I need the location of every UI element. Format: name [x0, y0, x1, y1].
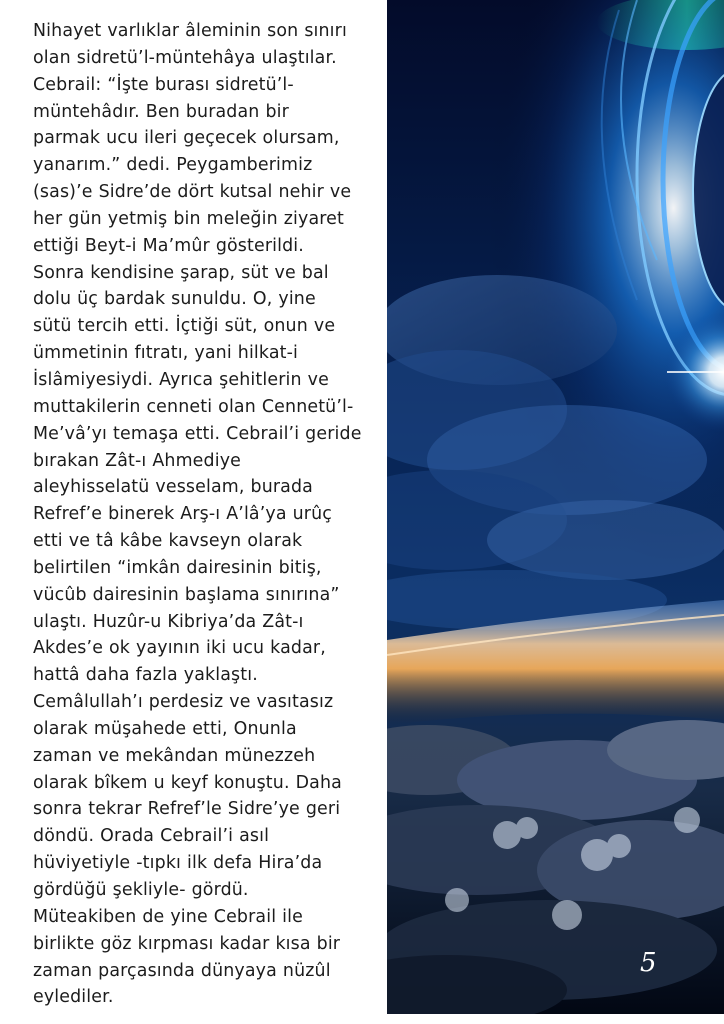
text-line: hüviyetiyle -tıpkı ilk defa Hira’da — [33, 853, 323, 874]
text-line: etti ve tâ kâbe kavseyn olarak — [33, 531, 303, 552]
text-line: dolu üç bardak sunuldu. O, yine — [33, 289, 316, 310]
text-line: İslâmiyesiydi. Ayrıca şehitlerin ve — [33, 369, 329, 390]
text-line: belirtilen “imkân dairesinin bitiş, — [33, 557, 322, 578]
text-column — [33, 18, 378, 1011]
text-line: birlikte göz kırpması kadar kısa bir — [33, 933, 341, 954]
text-line: ümmetinin fıtratı, yani hilkat-i — [33, 343, 299, 364]
text-line: (sas)’e Sidre’de dört kutsal nehir ve — [33, 182, 352, 203]
text-line: Sonra kendisine şarap, süt ve bal — [33, 262, 329, 283]
text-line: muttakilerin cenneti olan Cennetü’l- — [33, 396, 354, 417]
text-line: her gün yetmiş bin meleğin ziyaret — [33, 208, 344, 229]
text-line: aleyhisselatü vesselam, burada — [33, 477, 313, 498]
text-line: sütü tercih etti. İçtiği süt, onun ve — [33, 316, 336, 337]
text-line: Müteakiben de yine Cebrail ile — [33, 906, 303, 927]
text-line: ulaştı. Huzûr-u Kibriya’da Zât-ı — [33, 611, 304, 632]
page-number: 5 — [640, 948, 657, 978]
text-line: eylediler. — [33, 987, 114, 1008]
text-line: Cemâlullah’ı perdesiz ve vasıtasız — [33, 692, 334, 713]
text-line: zaman ve mekândan münezzeh — [33, 745, 316, 766]
text-line: müntehâdır. Ben buradan bir — [33, 101, 289, 122]
text-line: ettiği Beyt-i Ma’mûr gösterildi. — [33, 235, 304, 256]
text-line: Refref’e binerek Arş-ı A’lâ’ya urûç — [33, 504, 332, 525]
text-line: olarak bîkem u keyf konuştu. Daha — [33, 772, 342, 793]
text-line: döndü. Orada Cebrail’i asıl — [33, 826, 270, 847]
text-line: vücûb dairesinin başlama sınırına” — [33, 584, 340, 605]
text-line: hattâ daha fazla yaklaştı. — [33, 665, 258, 686]
text-line: olan sidretü’l-müntehâya ulaştılar. — [33, 47, 337, 68]
text-line: sonra tekrar Refref’le Sidre’ye geri — [33, 799, 341, 820]
text-line: Nihayet varlıklar âleminin son sınırı — [33, 21, 347, 41]
text-line: parmak ucu ileri geçecek olursam, — [33, 128, 340, 149]
text-line: Me’vâ’yı temaşa etti. Cebrail’i geride — [33, 423, 362, 444]
text-line: bırakan Zât-ı Ahmediye — [33, 450, 241, 471]
body-paragraph — [33, 18, 378, 1011]
text-line: Akdes’e ok yayının iki ucu kadar, — [33, 638, 326, 659]
text-line: yanarım.” dedi. Peygamberimiz — [33, 155, 313, 176]
text-line: gördüğü şekliyle- gördü. — [33, 880, 249, 900]
text-line: Cebrail: “İşte burası sidretü’l- — [33, 74, 294, 95]
text-line: olarak müşahede etti, Onunla — [33, 718, 297, 739]
space-scene — [387, 0, 724, 1014]
text-line: zaman parçasında dünyaya nüzûl — [33, 960, 331, 981]
cosmic-earth-illustration — [387, 0, 724, 1014]
